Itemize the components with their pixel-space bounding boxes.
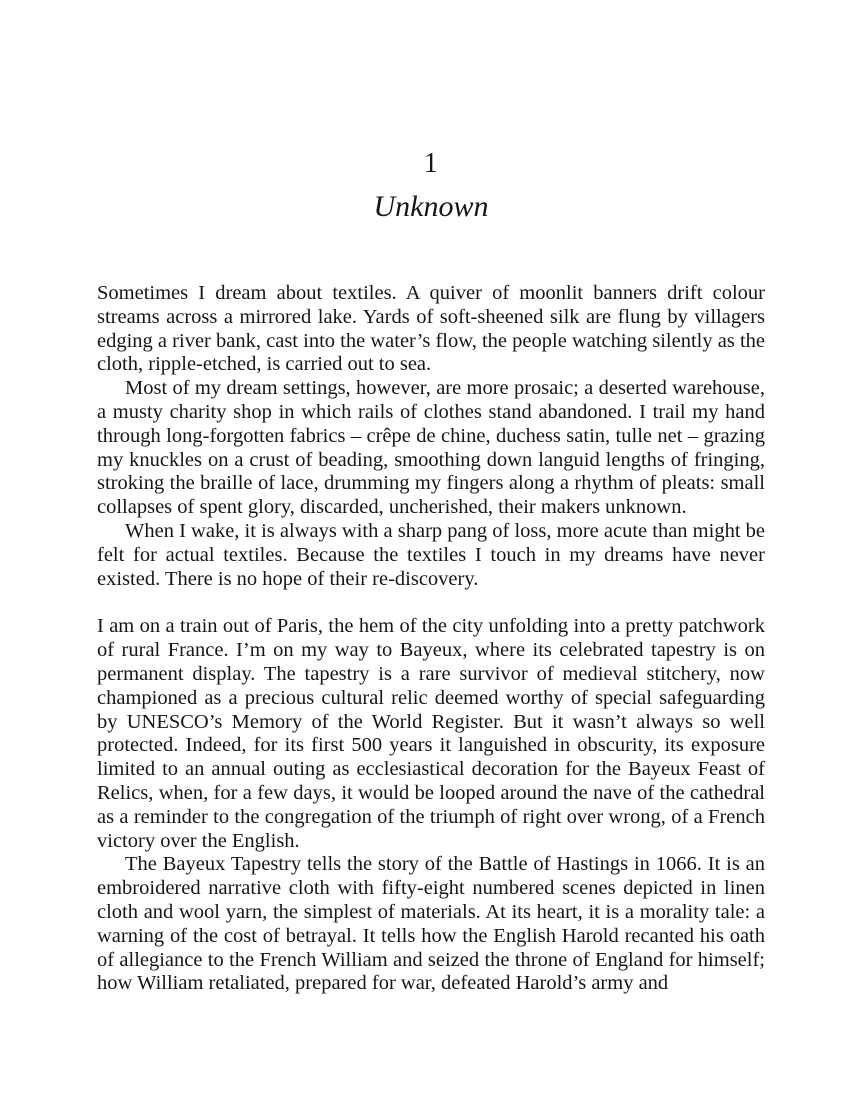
paragraph: Sometimes I dream about textiles. A quiver of moonlit banners drift colour streams across a mirrored lake. Yards of soft-sheened silk are flung by villagers edging a river bank, cast into the water’s flow, the people watching silently as the cloth, ripple-etched, is carried out to sea. (97, 282, 765, 376)
paragraph: The Bayeux Tapestry tells the story of the Battle of Hastings in 1066. It is an embroidered narrative cloth with fifty-eight numbered scenes depicted in linen cloth and wool yarn, the simplest of materials. At its heart, it is a morality tale: a warning of the cost of betrayal. It tells how the English Harold recanted his oath of allegiance to the French William and seized the throne of England for himself; how William retaliated, prepared for war, defeated Harold’s army and (97, 853, 765, 995)
paragraph: I am on a train out of Paris, the hem of the city unfolding into a pretty patchwork of rural France. I’m on my way to Bayeux, where its celebrated tapestry is on permanent display. The tapestry is a rare survivor of medieval stitchery, now championed as a precious cultural relic deemed worthy of special safeguarding by UNESCO’s Memory of the World Register. But it wasn’t always so well protected. Indeed, for its first 500 years it languished in obscurity, its exposure limited to an annual outing as ecclesiastical decoration for the Bayeux Feast of Relics, when, for a few days, it would be looped around the nave of the cathedral as a reminder to the congregation of the triumph of right over wrong, of a French victory over the English. (97, 615, 765, 852)
paragraph: When I wake, it is always with a sharp pang of loss, more acute than might be felt for actual textiles. Because the textiles I touch in my dreams have never existed. There is no hope of their re-discovery. (97, 519, 765, 590)
paragraph: Most of my dream settings, however, are more prosaic; a deserted warehouse, a musty charity shop in which rails of clothes stand abandoned. I trail my hand through long-forgotten fabrics – crêpe de chine, duchess satin, tulle net – grazing my knuckles on a crust of beading, smoothing down languid lengths of fringing, stroking the braille of lace, drumming my fingers along a rhythm of pleats: small collapses of spent glory, discarded, uncherished, their makers unknown. (97, 377, 765, 519)
chapter-body (97, 282, 765, 996)
chapter-title: Unknown (373, 190, 489, 223)
chapter-number: 1 (423, 148, 439, 179)
